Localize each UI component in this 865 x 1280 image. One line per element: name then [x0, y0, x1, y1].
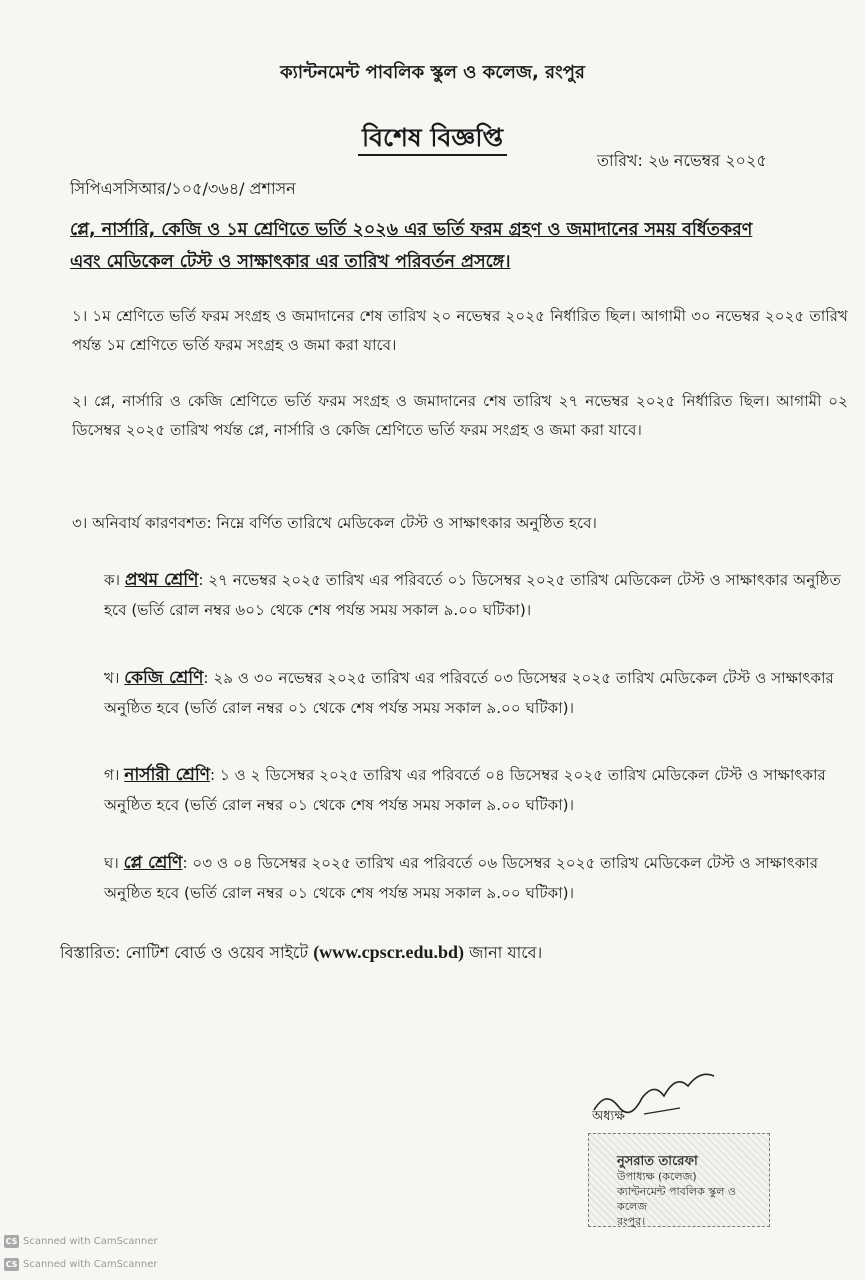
stamp-name: নুসরাত তারেফা	[617, 1154, 698, 1169]
schedule-text: : ২৯ ও ৩০ নভেম্বর ২০২৫ তারিখ এর পরিবর্তে ০৩ ডিসেম্বর ২০২৫ তারিখ মেডিকেল টেস্ট ও সাক্ষাৎকার অনুষ্ঠিত হবে (ভর্তি রোল নম্বর ০১ থেকে শেষ পর্যন্ত সময় সকাল ৯.০০ ঘটিকা)।	[104, 669, 834, 717]
schedule-marker: ঘ।	[104, 854, 119, 872]
schedule-marker: ক।	[104, 571, 121, 589]
watermark-text: Scanned with CamScanner	[23, 1259, 158, 1270]
details-prefix: বিস্তারিত: নোটিশ বোর্ড ও ওয়েব সাইটে	[60, 943, 309, 962]
stamp-institution: ক্যান্টনমেন্ট পাবলিক স্কুল ও কলেজ	[617, 1185, 737, 1213]
schedule-class-name: প্রথম শ্রেণি	[124, 570, 199, 590]
schedule-item-kg	[104, 663, 848, 723]
schedule-class-name: কেজি শ্রেণি	[124, 668, 204, 688]
camscanner-logo-icon: CS	[5, 1237, 18, 1246]
official-stamp	[588, 1133, 770, 1227]
schedule-class-name: প্লে শ্রেণি	[123, 853, 183, 873]
schedule-text: : ০৩ ও ০৪ ডিসেম্বর ২০২৫ তারিখ এর পরিবর্তে ০৬ ডিসেম্বর ২০২৫ তারিখ মেডিকেল টেস্ট ও সাক্ষাৎকার অনুষ্ঠিত হবে (ভর্তি রোল নম্বর ০১ থেকে শেষ পর্যন্ত সময় সকাল ৯.০০ ঘটিকা)।	[104, 854, 819, 902]
website-url: (www.cpscr.edu.bd)	[313, 942, 465, 962]
subject	[70, 214, 850, 278]
paragraph-3: ৩। অনিবার্য কারণবশত: নিম্নে বর্ণিত তারিখে মেডিকেল টেস্ট ও সাক্ষাৎকার অনুষ্ঠিত হবে।	[72, 514, 597, 532]
schedule-marker: গ।	[104, 766, 120, 784]
watermark-text: Scanned with CamScanner	[23, 1236, 158, 1247]
notice-date: তারিখ: ২৬ নভেম্বর ২০২৫	[597, 151, 767, 170]
signature-title: অধ্যক্ষ	[592, 1109, 625, 1122]
schedule-text: : ১ ও ২ ডিসেম্বর ২০২৫ তারিখ এর পরিবর্তে ০৪ ডিসেম্বর ২০২৫ তারিখ মেডিকেল টেস্ট ও সাক্ষাৎকার অনুষ্ঠিত হবে (ভর্তি রোল নম্বর ০১ থেকে শেষ পর্যন্ত সময় সকাল ৯.০০ ঘটিকা)।	[104, 766, 826, 814]
stamp-city: রংপুর।	[617, 1215, 646, 1228]
camscanner-watermark	[4, 1235, 158, 1248]
scan-edge-mark	[20, 0, 80, 4]
reference-number: সিপিএসসিআর/১০৫/৩৬৪/ প্রশাসন	[70, 179, 296, 198]
stamp-designation: উপাধ্যক্ষ (কলেজ)	[617, 1170, 697, 1183]
details-suffix: জানা যাবে।	[469, 943, 543, 962]
camscanner-logo-icon: CS	[5, 1260, 18, 1269]
details-line	[60, 940, 542, 967]
paragraph-1: ১। ১ম শ্রেণিতে ভর্তি ফরম সংগ্রহ ও জমাদানের শেষ তারিখ ২০ নভেম্বর ২০২৫ নির্ধারিত ছিল। আগামী ৩০ নভেম্বর ২০২৫ তারিখ পর্যন্ত ১ম শ্রেণিতে ভর্তি ফরম সংগ্রহ ও জমা করা যাবে।	[72, 307, 848, 354]
notice-heading-text: বিশেষ বিজ্ঞপ্তি	[358, 123, 507, 156]
schedule-text: : ২৭ নভেম্বর ২০২৫ তারিখ এর পরিবর্তে ০১ ডিসেম্বর ২০২৫ তারিখ মেডিকেল টেস্ট ও সাক্ষাৎকার অনুষ্ঠিত হবে (ভর্তি রোল নম্বর ৬০১ থেকে শেষ পর্যন্ত সময় সকাল ৯.০০ ঘটিকা)।	[104, 571, 841, 619]
schedule-item-nursery	[104, 760, 848, 820]
schedule-item-first-class	[104, 565, 848, 625]
signature	[584, 1062, 724, 1122]
schedule-marker: খ।	[104, 669, 120, 687]
schedule-class-name: নার্সারী শ্রেণি	[124, 765, 210, 785]
paragraph-2: ২। প্লে, নার্সারি ও কেজি শ্রেণিতে ভর্তি ফরম সংগ্রহ ও জমাদানের শেষ তারিখ ২৭ নভেম্বর ২০২৫ নির্ধারিত ছিল। আগামী ০২ ডিসেম্বর ২০২৫ তারিখ পর্যন্ত প্লে, নার্সারি ও কেজি শ্রেণিতে ভর্তি ফরম সংগ্রহ ও জমা করা যাবে।	[72, 392, 848, 439]
subject-line-1: প্লে, নার্সারি, কেজি ও ১ম শ্রেণিতে ভর্তি ২০২৬ এর ভর্তি ফরম গ্রহণ ও জমাদানের সময় বর্ধিতকরণ	[70, 220, 753, 240]
camscanner-watermark	[4, 1258, 158, 1271]
subject-line-2: এবং মেডিকেল টেস্ট ও সাক্ষাৎকার এর তারিখ পরিবর্তন প্রসঙ্গে।	[70, 252, 511, 272]
institution-name: ক্যান্টনমেন্ট পাবলিক স্কুল ও কলেজ, রংপুর	[280, 62, 585, 83]
schedule-item-play	[104, 848, 848, 908]
